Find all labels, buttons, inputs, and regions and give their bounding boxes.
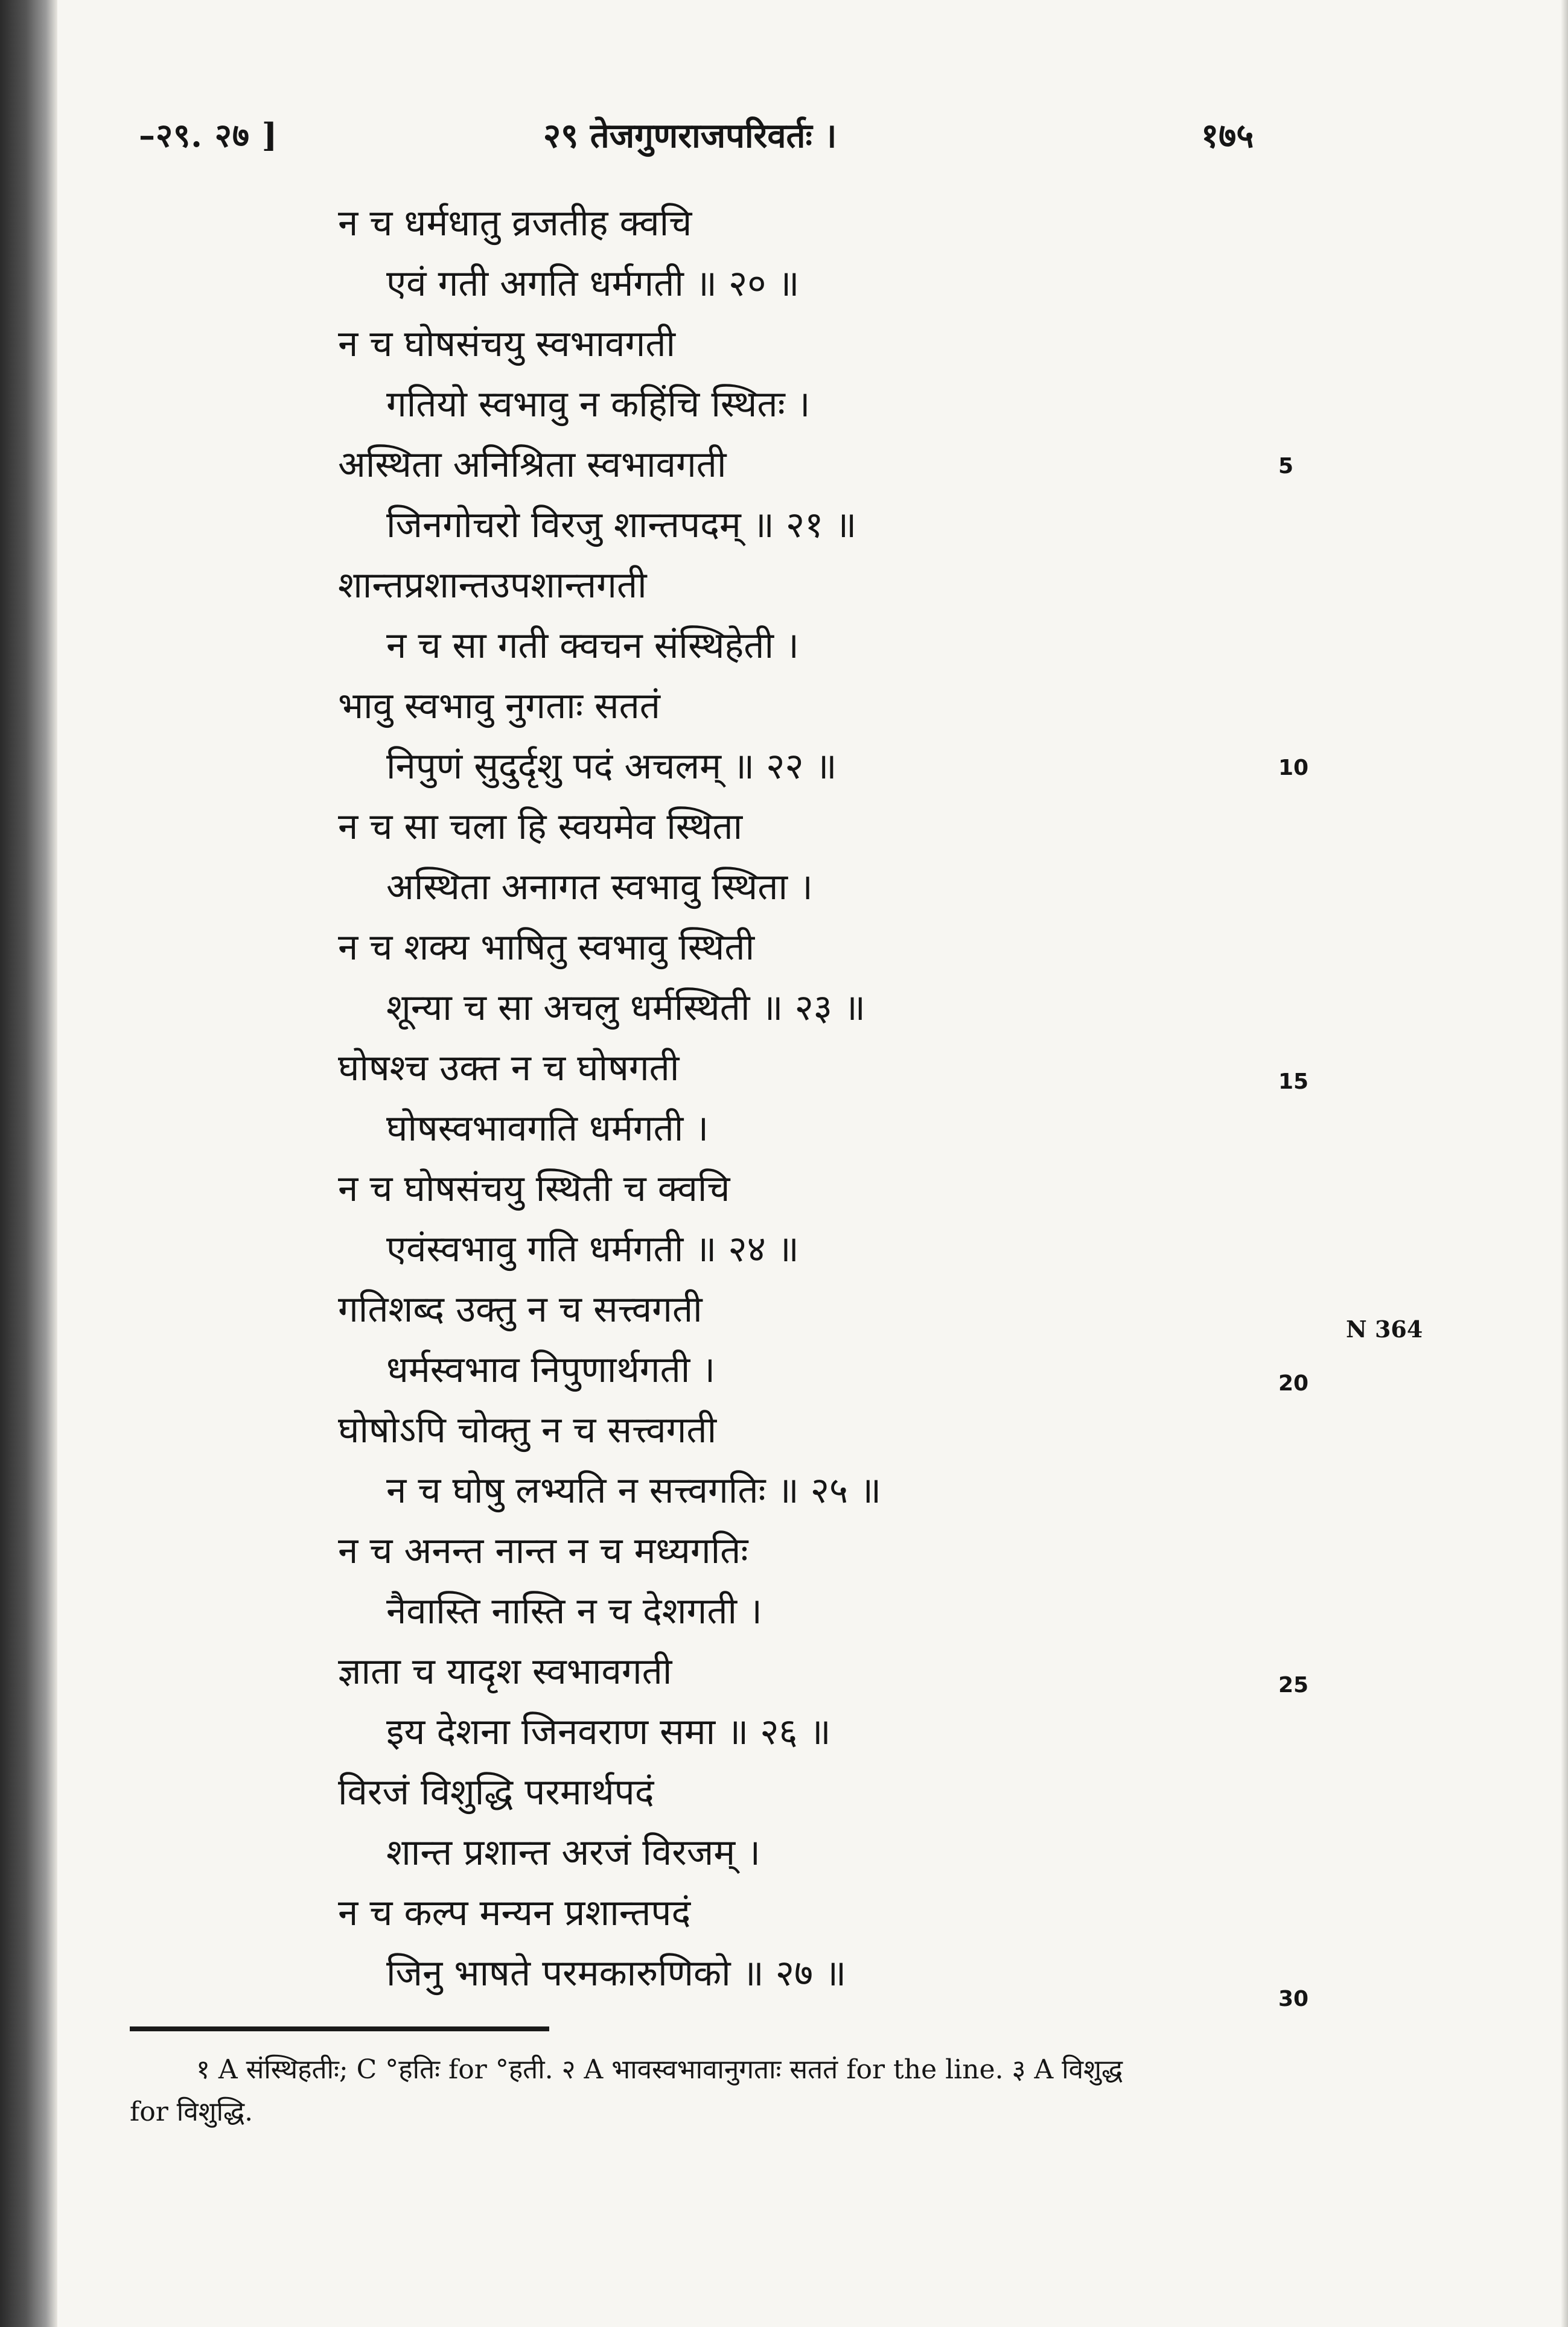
verse-line: विरजं विशुद्धि परमार्थपदं bbox=[338, 1771, 654, 1813]
footnotes bbox=[130, 2049, 1276, 2133]
verse-line: अस्थिता अनागत स्वभावु स्थिता । bbox=[386, 866, 813, 908]
chapter-title: २९ तेजगुणराजपरिवर्तः । bbox=[543, 116, 837, 156]
line-number: 15 bbox=[1278, 1069, 1309, 1094]
verse-line: जिनु भाषते परमकारुणिको ॥ २७ ॥ bbox=[386, 1952, 847, 1994]
line-number: 10 bbox=[1278, 756, 1309, 780]
verse-line: इय देशना जिनवराण समा ॥ २६ ॥ bbox=[386, 1711, 831, 1753]
verse-line: घोषस्वभावगति धर्मगती । bbox=[386, 1107, 709, 1150]
footnote-line: १ A संस्थिहतीः; C °हतिः for °हती. २ A भावस्वभावानुगताः सततं for the line. ३ A विशुद्ध bbox=[196, 2054, 1123, 2085]
verse-line: न च घोषसंचयु स्वभावगती bbox=[338, 323, 676, 365]
verse-line: एवं गती अगति धर्मगती ॥ २० ॥ bbox=[386, 263, 800, 305]
verse-line: न च कल्प मन्यन प्रशान्तपदं bbox=[338, 1892, 691, 1934]
verse-line: एवंस्वभावु गति धर्मगती ॥ २४ ॥ bbox=[386, 1228, 799, 1270]
verse-line: न च शक्य भाषितु स्वभावु स्थिती bbox=[338, 926, 755, 969]
manuscript-folio-ref: N 364 bbox=[1346, 1316, 1423, 1343]
verse-line: न च धर्मधातु व्रजतीह क्वचि bbox=[338, 202, 692, 244]
verse-line: अस्थिता अनिश्रिता स्वभावगती bbox=[338, 444, 727, 486]
verse-line: शान्तप्रशान्तउपशान्तगती bbox=[338, 564, 647, 606]
line-number: 5 bbox=[1278, 454, 1294, 479]
line-number: 25 bbox=[1278, 1673, 1309, 1698]
verse-line: न च अनन्त नान्त न च मध्यगतिः bbox=[338, 1530, 748, 1572]
verse-line: भावु स्वभावु नुगताः सततं bbox=[338, 685, 660, 727]
verse-line: नैवास्ति नास्ति न च देशगती । bbox=[386, 1590, 762, 1632]
verse-line: शान्त प्रशान्त अरजं विरजम् । bbox=[386, 1832, 760, 1874]
verse-line: न च घोषु लभ्यति न सत्त्वगतिः ॥ २५ ॥ bbox=[386, 1469, 882, 1512]
verse-line: घोषश्च उक्त न च घोषगती bbox=[338, 1047, 680, 1089]
verse-line: निपुणं सुदुर्दृशु पदं अचलम् ॥ २२ ॥ bbox=[386, 745, 837, 788]
verse-line: गतिशब्द उक्तु न च सत्त्वगती bbox=[338, 1288, 703, 1331]
footnote-rule bbox=[130, 2026, 549, 2031]
verse-line: धर्मस्वभाव निपुणार्थगती । bbox=[386, 1349, 716, 1391]
verse-line: न च सा गती क्वचन संस्थिहेती । bbox=[386, 625, 799, 667]
line-number: 30 bbox=[1278, 1987, 1309, 2011]
page-number: १७५ bbox=[1201, 116, 1254, 156]
book-spine-shadow bbox=[0, 0, 57, 2327]
footnote-line: for विशुद्धि. bbox=[130, 2096, 253, 2127]
verse-range: –२९. २७ ] bbox=[139, 116, 278, 154]
line-number: 20 bbox=[1278, 1371, 1309, 1396]
page-edge bbox=[1561, 0, 1568, 2327]
verse-line: शून्या च सा अचलु धर्मस्थिती ॥ २३ ॥ bbox=[386, 987, 865, 1029]
verse-line: गतियो स्वभावु न कहिंचि स्थितः । bbox=[386, 383, 811, 425]
verse-line: घोषोऽपि चोक्तु न च सत्त्वगती bbox=[338, 1409, 717, 1451]
verse-line: न च सा चला हि स्वयमेव स्थिता bbox=[338, 806, 743, 848]
running-header bbox=[0, 112, 1568, 166]
verse-line: न च घोषसंचयु स्थिती च क्वचि bbox=[338, 1168, 730, 1210]
verse-line: ज्ञाता च यादृश स्वभावगती bbox=[338, 1651, 672, 1693]
verse-line: जिनगोचरो विरजु शान्तपदम् ॥ २१ ॥ bbox=[386, 504, 857, 546]
